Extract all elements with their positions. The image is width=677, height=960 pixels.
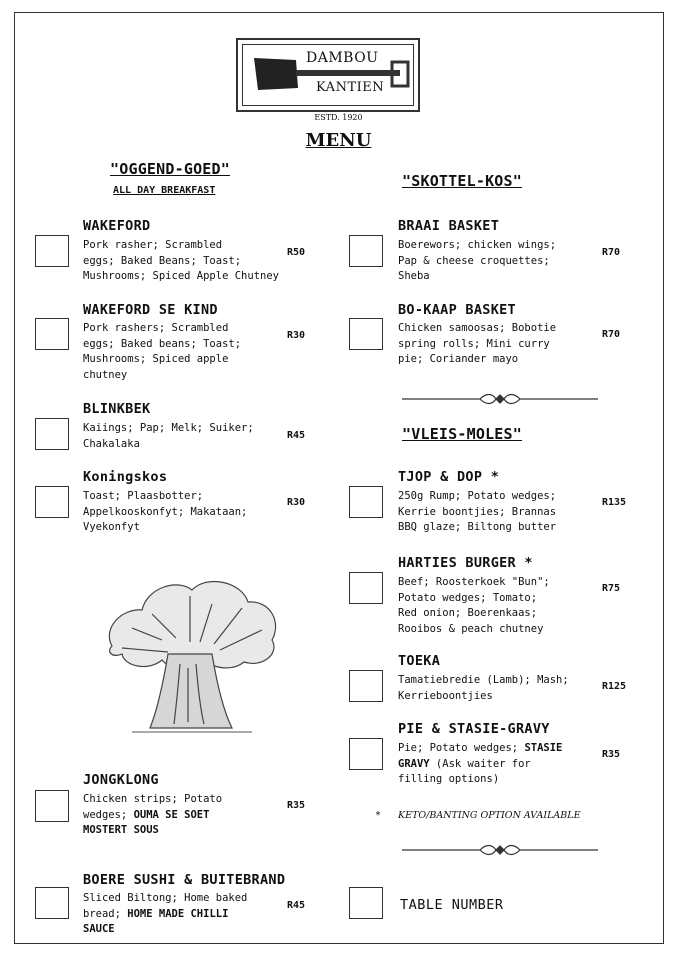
item-name-pie-stasie-gravy: PIE & STASIE-GRAVY (398, 721, 550, 737)
item-desc-boere-sushi-plain: Sliced Biltong; Home baked bread; (83, 892, 248, 920)
table-number-label: TABLE NUMBER (400, 897, 504, 913)
checkbox-tjop-dop[interactable] (349, 486, 383, 518)
checkbox-blinkbek[interactable] (35, 418, 69, 450)
checkbox-wakeford-se-kind[interactable] (35, 318, 69, 350)
price-boere-sushi: R45 (287, 900, 306, 911)
price-braai-basket: R70 (602, 247, 621, 258)
item-name-bo-kaap-basket: BO-KAAP BASKET (398, 302, 516, 318)
ornamental-divider-2 (400, 842, 600, 858)
item-desc-jongklong-bold: OUMA SE SOET MOSTERT SOUS (83, 808, 210, 836)
item-desc-pie-plain-1: Pie; Potato wedges; (398, 742, 525, 754)
ornamental-divider-1 (400, 391, 600, 407)
item-desc-blinkbek: Kaiings; Pap; Melk; Suiker; Chakalaka (83, 422, 254, 450)
item-name-jongklong: JONGKLONG (83, 772, 159, 788)
checkbox-bo-kaap-basket[interactable] (349, 318, 383, 350)
item-desc-jongklong-plain: Chicken strips; Potato wedges; (83, 793, 223, 821)
item-desc-pie-bold: STASIE GRAVY (398, 742, 563, 770)
price-harties-burger: R75 (602, 583, 621, 594)
price-koningskos: R30 (287, 497, 306, 508)
item-desc-wakeford-se-kind: Pork rashers; Scrambled eggs; Baked beans; Toast; Mushrooms; Spiced apple chutney (83, 322, 242, 381)
logo (236, 38, 420, 112)
item-desc-tjop-dop: 250g Rump; Potato wedges; Kerrie boontjies; Brannas BBQ glaze; Biltong butter (398, 490, 557, 533)
item-name-toeka: TOEKA (398, 653, 441, 669)
item-desc-pie-plain-2: (Ask waiter for filling options) (398, 757, 531, 785)
checkbox-braai-basket[interactable] (349, 235, 383, 267)
price-tjop-dop: R135 (602, 497, 627, 508)
item-desc-boere-sushi-bold: HOME MADE CHILLI SAUCE (83, 907, 229, 935)
note-asterisk: * (375, 810, 382, 821)
item-name-wakeford: WAKEFORD (83, 218, 151, 234)
menu-title: MENU (305, 130, 372, 151)
item-name-braai-basket: BRAAI BASKET (398, 218, 500, 234)
item-desc-bo-kaap-basket: Chicken samoosas; Bobotie spring rolls; Mini curry pie; Coriander mayo (398, 322, 557, 365)
item-name-blinkbek: BLINKBEK (83, 401, 151, 417)
checkbox-pie-stasie-gravy[interactable] (349, 738, 383, 770)
section-title-oggend-goed: "OGGEND-GOED" (110, 160, 230, 178)
item-desc-koningskos: Toast; Plaasbotter; Appelkooskonfyt; Makataan; Vyekonfyt (83, 490, 248, 533)
table-number-box[interactable] (349, 887, 383, 919)
item-name-tjop-dop: TJOP & DOP * (398, 469, 500, 485)
item-name-koningskos: Koningskos (83, 469, 168, 485)
item-desc-harties-burger: Beef; Roosterkoek "Bun"; Potato wedges; Tomato; Red onion; Boerenkaas; Rooibos & peach chutney (398, 576, 550, 635)
item-desc-boere-sushi (83, 891, 247, 938)
checkbox-harties-burger[interactable] (349, 572, 383, 604)
price-bo-kaap-basket: R70 (602, 329, 621, 340)
checkbox-jongklong[interactable] (35, 790, 69, 822)
item-desc-toeka: Tamatiebredie (Lamb); Mash; Kerrieboontjies (398, 674, 569, 702)
item-desc-braai-basket: Boerewors; chicken wings; Pap & cheese croquettes; Sheba (398, 239, 557, 282)
section-subtitle-all-day-breakfast: ALL DAY BREAKFAST (113, 185, 216, 196)
item-desc-pie-stasie-gravy (398, 741, 562, 788)
item-name-wakeford-se-kind: WAKEFORD SE KIND (83, 302, 218, 318)
item-desc-jongklong (83, 792, 222, 839)
established-date: ESTD. 1920 (314, 113, 363, 122)
logo-text-dambou: DAMBOU (306, 50, 379, 66)
price-pie-stasie-gravy: R35 (602, 749, 621, 760)
baobab-tree-illustration (92, 568, 284, 740)
item-name-boere-sushi: BOERE SUSHI & BUITEBRAND (83, 872, 286, 888)
price-jongklong: R35 (287, 800, 306, 811)
price-wakeford: R50 (287, 247, 306, 258)
item-name-harties-burger: HARTIES BURGER * (398, 555, 533, 571)
checkbox-wakeford[interactable] (35, 235, 69, 267)
price-toeka: R125 (602, 681, 627, 692)
price-wakeford-se-kind: R30 (287, 330, 306, 341)
checkbox-koningskos[interactable] (35, 486, 69, 518)
keto-banting-note: KETO/BANTING OPTION AVAILABLE (398, 810, 581, 821)
checkbox-boere-sushi[interactable] (35, 887, 69, 919)
section-title-vleis-moles: "VLEIS-MOLES" (402, 425, 522, 443)
logo-text-kantien: KANTIEN (316, 80, 385, 95)
section-title-skottel-kos: "SKOTTEL-KOS" (402, 172, 522, 190)
item-desc-wakeford: Pork rasher; Scrambled eggs; Baked Beans; Toast; Mushrooms; Spiced Apple Chutney (83, 239, 279, 282)
checkbox-toeka[interactable] (349, 670, 383, 702)
price-blinkbek: R45 (287, 430, 306, 441)
